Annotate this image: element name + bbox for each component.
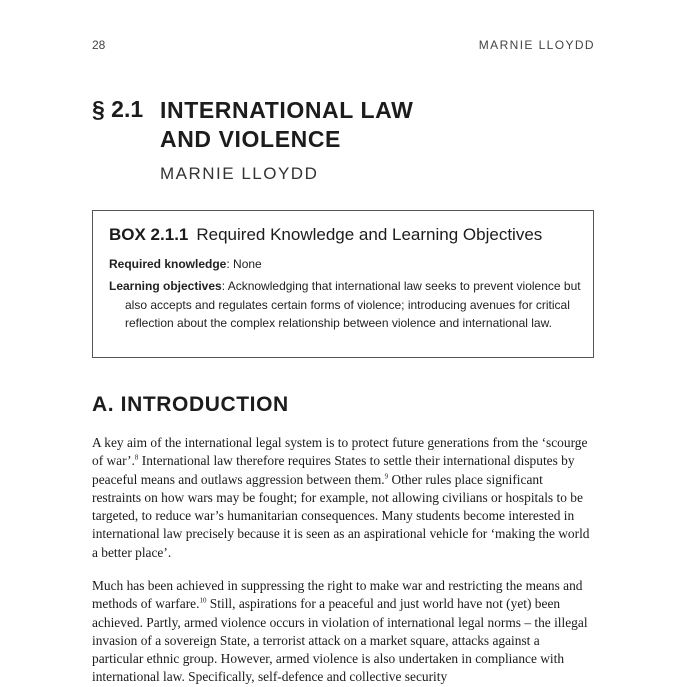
paragraph-1-text-c: Other rules place significant restraints on how wars may be fought; for example, not allowing civilians or hospitals to be targeted, to reduce war’s humanitarian consequences. Many students become interested in international law precisely because it is seen as an aspirational vehicle for ‘making the world a better place’. <box>92 471 590 560</box>
required-knowledge-label: Required knowledge <box>109 257 227 271</box>
box-label: BOX 2.1.1 <box>109 225 189 244</box>
required-knowledge-text: : None <box>226 257 262 271</box>
section-title-line-2: AND VIOLENCE <box>160 126 341 152</box>
paragraph-2 <box>92 577 592 687</box>
paragraph-1-text-b: International law therefore requires States to settle their international disputes by peaceful means and outlaws aggression between them. <box>92 453 575 487</box>
page-number: 28 <box>92 38 106 52</box>
learning-objectives <box>109 277 591 333</box>
introduction-heading: A. INTRODUCTION <box>92 393 289 416</box>
section-author: MARNIE LLOYDD <box>160 164 319 183</box>
running-head-author: MARNIE LLOYDD <box>478 38 595 52</box>
footnote-ref[interactable]: 8 <box>134 453 139 462</box>
section-title <box>160 96 580 154</box>
learning-objectives-box <box>92 210 594 358</box>
paragraph-1 <box>92 434 592 562</box>
box-heading <box>109 225 542 245</box>
paragraph-1-text-a: A key aim of the international legal system is to protect future generations from the ‘scourge of war’. <box>92 435 588 469</box>
section-number: § 2.1 <box>92 96 144 122</box>
section-title-line-1: INTERNATIONAL LAW <box>160 97 414 123</box>
paragraph-2-text-a: Much has been achieved in suppressing the right to make war and restricting the means and methods of warfare. <box>92 578 583 612</box>
required-knowledge <box>109 257 262 271</box>
box-title: Required Knowledge and Learning Objectives <box>196 225 543 244</box>
paragraph-2-text-b: Still, aspirations for a peaceful and just world have not (yet) been achieved. Partly, armed violence occurs in violation of international legal norms – the illegal invasion of a sovereign State, a terrorist attack on a market square, attacks against a particular ethnic group. However, armed violence is also undertaken in compliance with international law. Specifically, self-defence and collective security <box>92 596 588 685</box>
footnote-ref[interactable]: 10 <box>199 596 207 605</box>
learning-objectives-text: : Acknowledging that international law seeks to prevent violence but also accepts and regulates certain forms of violence; introducing avenues for critical reflection about the complex relationship between violence and international law. <box>125 279 581 330</box>
learning-objectives-label: Learning objectives <box>109 279 222 293</box>
footnote-ref[interactable]: 9 <box>384 472 389 481</box>
